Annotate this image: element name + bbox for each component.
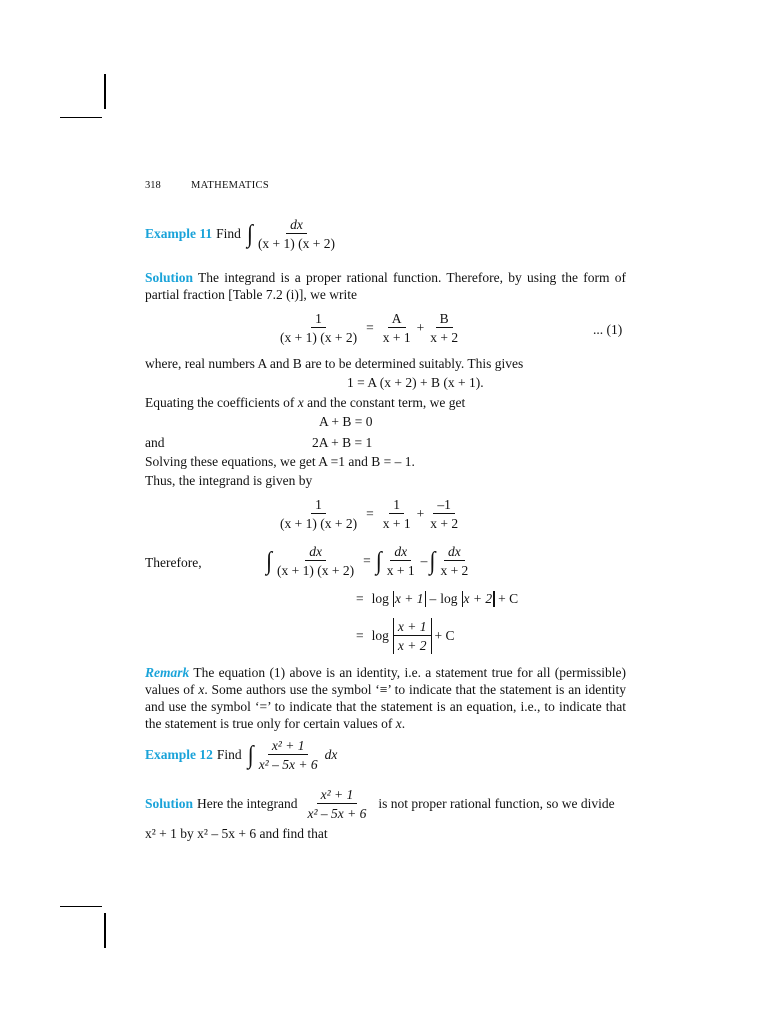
plus-sign: + (416, 506, 425, 521)
abs-arg-2: x + 2 (463, 591, 493, 606)
therefore-label: Therefore, (145, 555, 202, 570)
fraction-denominator: x + 1 (382, 516, 411, 531)
fraction-denominator: x + 2 (397, 638, 427, 653)
fraction-numerator: x² + 1 (268, 738, 309, 755)
solution-2-text-pre: Here the integrand (197, 796, 298, 811)
remark-text-1: The equation (1) above is an identity, i.e. a statement true for all (permissible) values of (145, 665, 627, 697)
equation-tag: ... (1) (593, 322, 623, 337)
log-word: log (440, 591, 458, 606)
eq2-term-b (426, 497, 462, 531)
fraction-numerator: x² + 1 (317, 787, 358, 804)
fraction-numerator: dx (444, 544, 465, 561)
example-11-label: Example 11 (145, 226, 213, 241)
fraction-numerator: A (388, 311, 406, 328)
fraction-denominator: x + 2 (430, 330, 459, 345)
fraction-denominator: (x + 1) (x + 2) (280, 330, 358, 345)
line-equating-post: and the constant term, we get (303, 395, 466, 410)
line-equating (145, 395, 465, 411)
fraction-denominator: (x + 1) (x + 2) (257, 236, 336, 251)
log-word: log (371, 628, 389, 643)
minus-sign: – (429, 591, 437, 606)
integral-sign: ∫ (266, 546, 273, 575)
example-12-label: Example 12 (145, 747, 213, 762)
abs-bar-right (431, 618, 432, 654)
solution-2-last-line: x² + 1 by x² – 5x + 6 and find that (145, 826, 328, 841)
eq1-term-b (426, 311, 462, 345)
log-quotient-line (356, 618, 455, 654)
fraction-numerator: dx (390, 544, 411, 561)
fraction-numerator: –1 (433, 497, 455, 514)
equation-a-plus-b: A + B = 0 (319, 414, 373, 429)
eq2-lhs (276, 497, 361, 531)
integral-sign: ∫ (246, 219, 253, 248)
abs-bar-right (493, 591, 495, 607)
running-head: MATHEMATICS (191, 180, 269, 191)
solution-2-line (145, 787, 615, 821)
fraction-numerator: dx (305, 544, 326, 561)
log-difference-line (356, 591, 518, 607)
solution-1-text: The integrand is a proper rational function. Therefore, by using the form of partial fraction [Table 7.2 (i)], we write (145, 270, 626, 302)
identity-equation: 1 = A (x + 2) + B (x + 1). (347, 375, 484, 390)
therefore-lhs (273, 544, 358, 578)
equals-sign: = (356, 591, 364, 606)
fraction-numerator: 1 (311, 497, 326, 514)
solution-1-label: Solution (145, 270, 194, 285)
integral-sign: ∫ (375, 546, 382, 575)
eq2-term-a (379, 497, 415, 531)
fraction-denominator: x² – 5x + 6 (307, 806, 367, 821)
therefore-equation (266, 544, 472, 578)
fraction-denominator: x + 1 (382, 330, 411, 345)
crop-mark-top-vertical (104, 74, 106, 109)
fraction-numerator: dx (286, 217, 307, 234)
solution-1-paragraph (145, 269, 626, 303)
fraction-numerator: x + 1 (394, 619, 431, 636)
fraction-denominator: (x + 1) (x + 2) (277, 563, 355, 578)
eq1-lhs (276, 311, 361, 345)
solution-2-label: Solution (145, 796, 194, 811)
example-11-find: Find (216, 226, 241, 241)
fraction-denominator: x + 1 (386, 563, 415, 578)
equals-sign: = (363, 553, 371, 568)
abs-arg-1: x + 1 (394, 591, 424, 606)
example-12 (145, 738, 337, 772)
solution-2-text-post: is not proper rational function, so we divide (378, 796, 615, 811)
abs-bar-right (425, 591, 426, 607)
example-11-fraction (254, 217, 339, 251)
remark-text-2: . Some authors use the symbol ‘≡’ to indicate that the statement is an identity and use the symbol ‘=’ to indicate that the statement is an equation, i.e., to indicate that the statement is true only for certain values of (145, 682, 626, 731)
plus-c: + C (434, 628, 455, 643)
crop-mark-top-horizontal (60, 117, 102, 118)
remark-paragraph (145, 664, 626, 732)
line-solving: Solving these equations, we get A =1 and B = – 1. (145, 454, 415, 469)
equation-2a-plus-b: 2A + B = 1 (312, 435, 373, 450)
log-quotient-fraction (394, 619, 431, 653)
crop-mark-bottom-vertical (104, 913, 106, 948)
remark-var-2: x (395, 716, 402, 731)
page-number: 318 (145, 180, 161, 191)
plus-sign: + (416, 320, 425, 335)
integral-sign: ∫ (247, 740, 254, 769)
fraction-denominator: (x + 1) (x + 2) (280, 516, 358, 531)
line-equating-pre: Equating the coefficients of (145, 395, 298, 410)
fraction-denominator: x + 2 (440, 563, 469, 578)
remark-var-1: x (198, 682, 205, 697)
example-12-dx: dx (324, 747, 338, 762)
remark-label: Remark (145, 665, 190, 680)
equation-2 (276, 497, 462, 531)
eq1-term-a (379, 311, 415, 345)
fraction-denominator: x + 2 (430, 516, 459, 531)
remark-text-3: . (401, 716, 406, 731)
solution-2-fraction (303, 787, 370, 821)
plus-c: + C (498, 591, 519, 606)
therefore-r1 (383, 544, 419, 578)
equals-sign: = (366, 320, 374, 335)
example-11 (145, 217, 339, 251)
word-and: and (145, 435, 165, 450)
line-where: where, real numbers A and B are to be determined suitably. This gives (145, 356, 524, 371)
equals-sign: = (366, 506, 374, 521)
crop-mark-bottom-horizontal (60, 906, 102, 907)
equation-1 (276, 311, 462, 345)
equals-sign: = (356, 628, 364, 643)
fraction-denominator: x² – 5x + 6 (258, 757, 318, 772)
fraction-numerator: 1 (311, 311, 326, 328)
minus-sign: – (420, 553, 428, 568)
fraction-numerator: B (436, 311, 453, 328)
example-12-find: Find (216, 747, 242, 762)
log-word: log (371, 591, 389, 606)
line-equating-var: x (297, 395, 304, 410)
integral-sign: ∫ (429, 546, 436, 575)
fraction-numerator: 1 (389, 497, 404, 514)
example-12-fraction (255, 738, 322, 772)
therefore-r2 (436, 544, 472, 578)
line-thus: Thus, the integrand is given by (145, 473, 313, 488)
